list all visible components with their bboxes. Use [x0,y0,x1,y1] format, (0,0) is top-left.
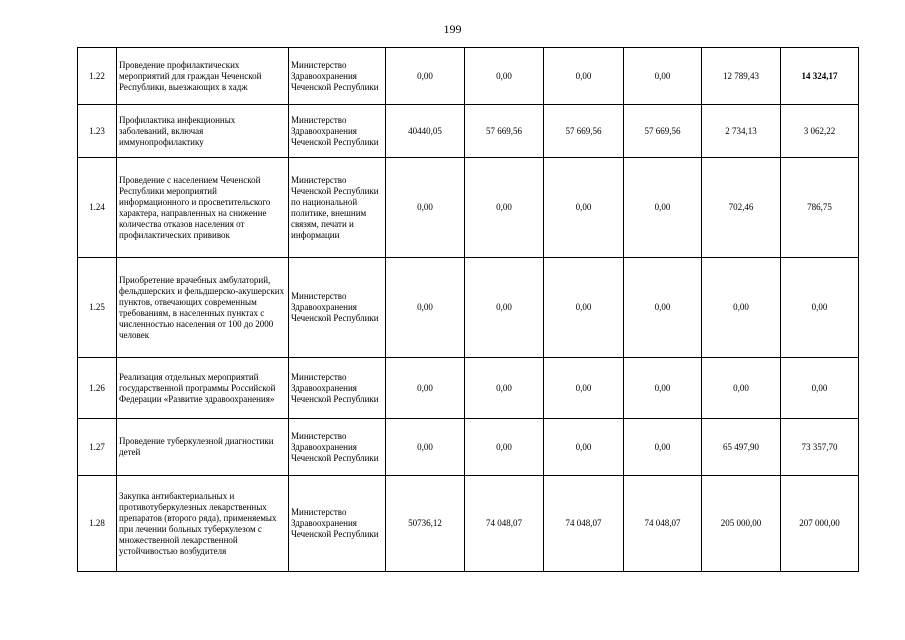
value-cell: 65 497,90 [702,419,781,476]
value-cell: 2 734,13 [702,105,781,158]
activity-name: Реализация отдельных мероприятий государственной программы Российской Федерации «Развитие здравоохранения» [117,358,289,419]
table-row [78,48,859,105]
value-cell: 40440,05 [386,105,465,158]
value-cell: 0,00 [386,358,465,419]
responsible-org: Министерство Здравоохранения Чеченской Республики [289,358,386,419]
activity-name: Проведение с населением Чеченской Республики мероприятий информационного и просветительского характера, направленных на снижение количества отказов населения от профилактических прививок [117,158,289,258]
value-cell: 0,00 [386,158,465,258]
responsible-org: Министерство Чеченской Республики по национальной политике, внешним связям, печати и информации [289,158,386,258]
value-cell: 0,00 [624,419,702,476]
responsible-org: Министерство Здравоохранения Чеченской Республики [289,476,386,572]
value-cell: 0,00 [544,258,624,358]
row-number: 1.27 [78,419,117,476]
row-number: 1.28 [78,476,117,572]
row-number: 1.22 [78,48,117,105]
row-number: 1.23 [78,105,117,158]
value-cell: 74 048,07 [465,476,544,572]
value-cell: 0,00 [624,48,702,105]
value-cell: 0,00 [544,158,624,258]
row-number: 1.25 [78,258,117,358]
table-row [78,158,859,258]
value-cell: 0,00 [465,358,544,419]
value-cell: 205 000,00 [702,476,781,572]
table-row [78,476,859,572]
value-cell: 0,00 [386,48,465,105]
responsible-org: Министерство Здравоохранения Чеченской Республики [289,419,386,476]
row-number: 1.26 [78,358,117,419]
value-cell: 57 669,56 [624,105,702,158]
table-row [78,419,859,476]
responsible-org: Министерство Здравоохранения Чеченской Республики [289,258,386,358]
value-cell: 0,00 [624,258,702,358]
value-cell: 0,00 [624,158,702,258]
value-cell: 0,00 [781,358,859,419]
value-cell: 0,00 [702,258,781,358]
value-cell: 0,00 [386,258,465,358]
activity-name: Профилактика инфекционных заболеваний, включая иммунопрофилактику [117,105,289,158]
responsible-org: Министерство Здравоохранения Чеченской Республики [289,48,386,105]
budget-table [77,47,859,572]
value-cell: 207 000,00 [781,476,859,572]
value-cell: 0,00 [702,358,781,419]
activity-name: Приобретение врачебных амбулаторий, фельдшерских и фельдшерско-акушерских пунктов, отвечающих современным требованиям, в населенных пунктах с численностью населения от 100 до 2000 человек [117,258,289,358]
value-cell: 50736,12 [386,476,465,572]
value-cell: 57 669,56 [544,105,624,158]
value-cell: 14 324,17 [781,48,859,105]
activity-name: Закупка антибактериальных и противотуберкулезных лекарственных препаратов (второго ряда), применяемых при лечении больных туберкулезом с множественной лекарственной устойчивостью возбудителя [117,476,289,572]
row-number: 1.24 [78,158,117,258]
page-number: 199 [443,22,462,36]
value-cell: 12 789,43 [702,48,781,105]
value-cell: 3 062,22 [781,105,859,158]
value-cell: 0,00 [544,48,624,105]
table-row [78,258,859,358]
value-cell: 0,00 [386,419,465,476]
value-cell: 73 357,70 [781,419,859,476]
value-cell: 74 048,07 [624,476,702,572]
value-cell: 702,46 [702,158,781,258]
activity-name: Проведение профилактических мероприятий для граждан Чеченской Республики, выезжающих в хадж [117,48,289,105]
value-cell: 0,00 [465,48,544,105]
table-row [78,105,859,158]
value-cell: 0,00 [544,419,624,476]
value-cell: 0,00 [781,258,859,358]
value-cell: 0,00 [465,258,544,358]
responsible-org: Министерство Здравоохранения Чеченской Республики [289,105,386,158]
table-row [78,358,859,419]
value-cell: 0,00 [544,358,624,419]
value-cell: 786,75 [781,158,859,258]
value-cell: 0,00 [465,158,544,258]
value-cell: 0,00 [465,419,544,476]
activity-name: Проведение туберкулезной диагностики детей [117,419,289,476]
value-cell: 57 669,56 [465,105,544,158]
value-cell: 0,00 [624,358,702,419]
value-cell: 74 048,07 [544,476,624,572]
